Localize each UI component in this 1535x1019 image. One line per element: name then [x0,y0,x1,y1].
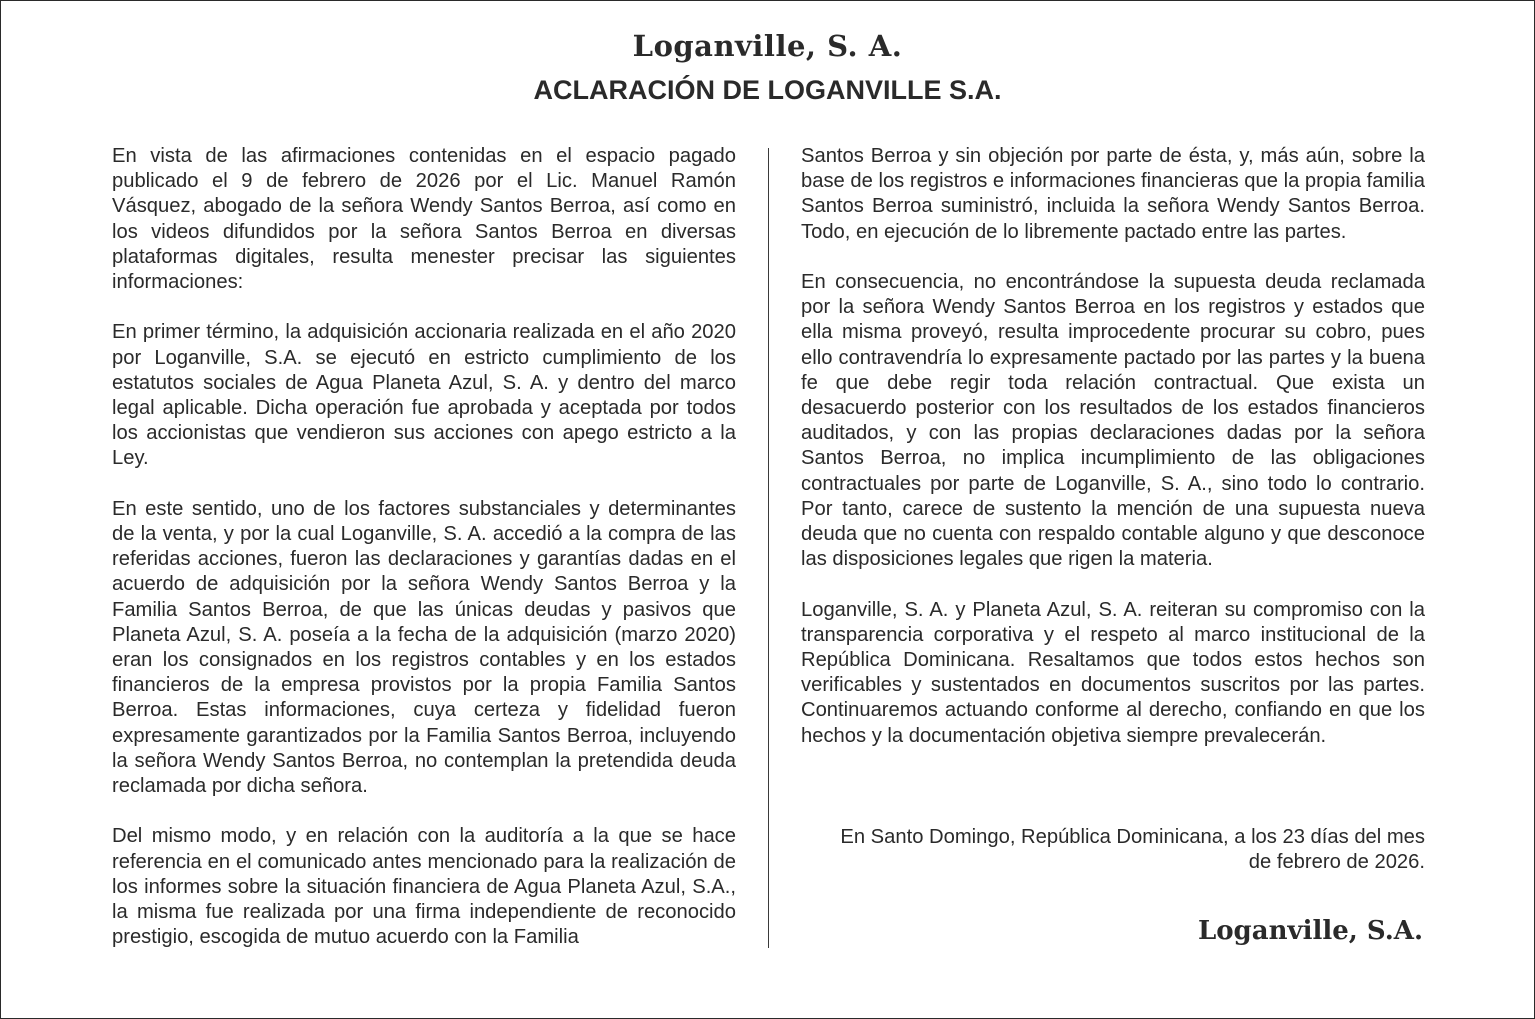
paragraph: Loganville, S. A. y Planeta Azul, S. A. reiteran su compromiso con la transparencia corporativa y el respeto al marco institucional de la República Dominicana. Resaltamos que todos estos hechos son verificables y sustentados en documentos suscritos por las partes. Continuaremos actuando conforme al derecho, confiando en que los hechos y la documentación objetiva siempre prevalecerán. [801,598,1425,747]
paragraph: En este sentido, uno de los factores substanciales y determinantes de la venta, y por la cual Loganville, S. A. accedió a la compra de las referidas acciones, fueron las declaraciones y garantías dadas en el acuerdo de adquisición por la señora Wendy Santos Berroa y la Familia Santos Berroa, de que las únicas deudas y pasivos que Planeta Azul, S. A. poseía a la fecha de la adquisición (marzo 2020) eran los consignados en los registros contables y en los estados financieros de la empresa provistos por la propia Familia Santos Berroa. Estas informaciones, cuya certeza y fidelidad fueron expresamente garantizados por la Familia Santos Berroa, incluyendo la señora Wendy Santos Berroa, no contemplan la pretendida deuda reclamada por dicha señora. [112,497,736,798]
left-column [112,144,736,976]
signature: Loganville, S.A. [1197,916,1423,946]
paragraph: Santos Berroa y sin objeción por parte de ésta, y, más aún, sobre la base de los registros e informaciones financieras que la propia familia Santos Berroa suministró, incluida la señora Wendy Santos Berroa. Todo, en ejecución de lo libremente pactado entre las partes. [801,145,1425,243]
closing-line: de febrero de 2026. [1248,851,1425,874]
closing-date [801,825,1425,875]
paragraph: Del mismo modo, y en relación con la auditoría a la que se hace referencia en el comunicado antes mencionado para la realización de los informes sobre la situación financiera de Agua Planeta Azul, S.A., la misma fue realizada por una firma independiente de reconocido prestigio, escogida de mutuo acuerdo con la Familia [112,825,736,949]
right-column [801,144,1425,774]
closing-line: En Santo Domingo, República Dominicana, a los 23 días del mes [840,826,1425,848]
paragraph: En primer término, la adquisición accionaria realizada en el año 2020 por Loganville, S.A. se ejecutó en estricto cumplimiento de los estatutos sociales de Agua Planeta Azul, S. A. y dentro del marco legal aplicable. Dicha operación fue aprobada y aceptada por todos los accionistas que vendieron sus acciones con apego estricto a la Ley. [112,321,736,470]
paragraph: En vista de las afirmaciones contenidas en el espacio pagado publicado el 9 de febrero de 2026 por el Lic. Manuel Ramón Vásquez, abogado de la señora Wendy Santos Berroa, así como en los videos difundidos por la señora Santos Berroa en diversas plataformas digitales, resulta menester precisar las siguientes informaciones: [112,145,736,294]
paragraph: En consecuencia, no encontrándose la supuesta deuda reclamada por la señora Wendy Santos Berroa en los registros y estados que ella misma proveyó, resulta improcedente procurar su cobro, pues ello contravendría lo expresamente pactado por las partes y la buena fe que debe regir toda relación contractual. Que exista un desacuerdo posterior con los resultados de los estados financieros auditados, y con las propias declaraciones dadas por la señora Santos Berroa, no implica incumplimiento de las obligaciones contractuales por parte de Loganville, S. A., sino todo lo contrario. Por tanto, carece de sustento la mención de una supuesta nueva deuda que no cuenta con respaldo contable alguno y que desconoce las disposiciones legales que rigen la materia. [801,271,1425,571]
company-name: Loganville, S. A. [632,29,903,63]
page-title: ACLARACIÓN DE LOGANVILLE S.A. [533,75,1002,105]
column-divider [768,148,769,948]
